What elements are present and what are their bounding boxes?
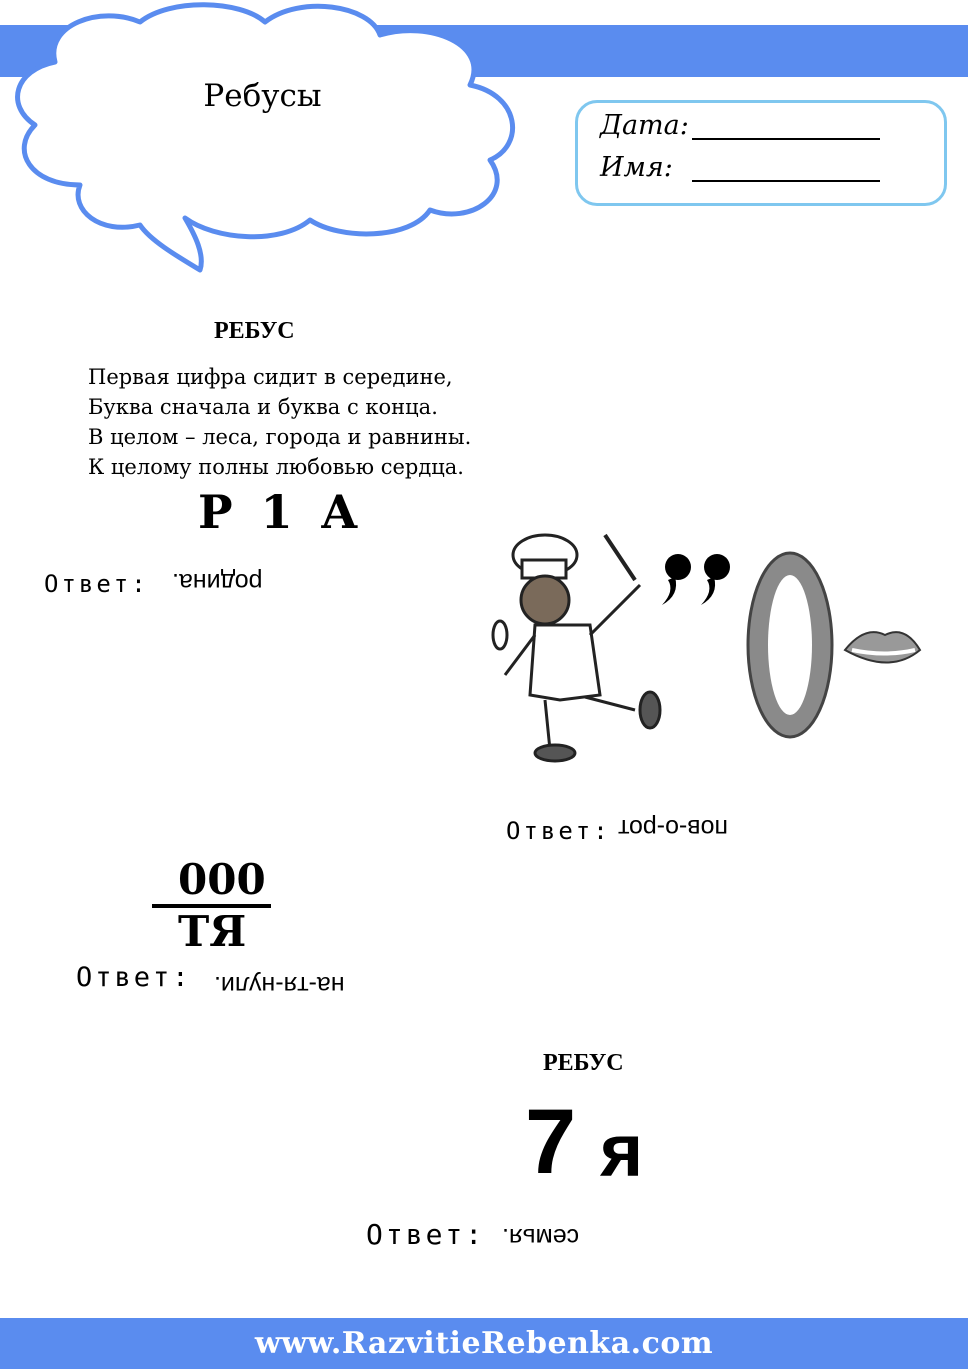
puzzle1-rebus: Р 1 А xyxy=(198,485,365,539)
puzzle4-letter: я xyxy=(600,1109,644,1192)
puzzle4-digit: 7 xyxy=(525,1091,577,1193)
puzzle4-heading: РЕБУС xyxy=(543,1050,624,1076)
poem-line: К целому полны любовью сердца. xyxy=(88,455,464,479)
page-title: Ребусы xyxy=(203,78,322,114)
puzzle3-answer-label: Ответ: xyxy=(76,962,192,993)
poem-line: Буква сначала и буква с конца. xyxy=(88,395,438,419)
zero-figure xyxy=(748,553,832,737)
puzzle1-poem xyxy=(88,362,471,482)
poem-line: Первая цифра сидит в середине, xyxy=(88,365,453,389)
name-line xyxy=(692,180,880,182)
puzzle2-answer-label: Ответ: xyxy=(506,817,611,845)
puzzle1-answer: родина. xyxy=(172,568,263,596)
rebus-picture xyxy=(490,525,930,775)
date-line xyxy=(692,138,880,140)
date-label: Дата: xyxy=(600,110,689,141)
comma-marks xyxy=(662,554,730,605)
site-url-link[interactable]: www.RazvitieRebenka.com xyxy=(254,1326,714,1361)
fraction-numerator: 000 xyxy=(178,855,266,904)
speech-cloud xyxy=(0,0,525,285)
puzzle2-answer: пов-о-рот xyxy=(618,814,728,842)
puzzle3-answer: на-тя-нули. xyxy=(214,971,345,999)
lips-figure xyxy=(845,632,920,662)
puzzle4-answer-label: Ответ: xyxy=(366,1218,486,1251)
name-label: Имя: xyxy=(600,152,673,183)
poem-line: В целом – леса, города и равнины. xyxy=(88,425,472,449)
chef-illustration xyxy=(493,535,660,761)
fraction-denominator: ТЯ xyxy=(178,907,247,956)
puzzle1-heading: РЕБУС xyxy=(214,318,295,344)
puzzle4-answer: семья. xyxy=(502,1223,580,1251)
puzzle1-answer-label: Ответ: xyxy=(44,570,149,598)
